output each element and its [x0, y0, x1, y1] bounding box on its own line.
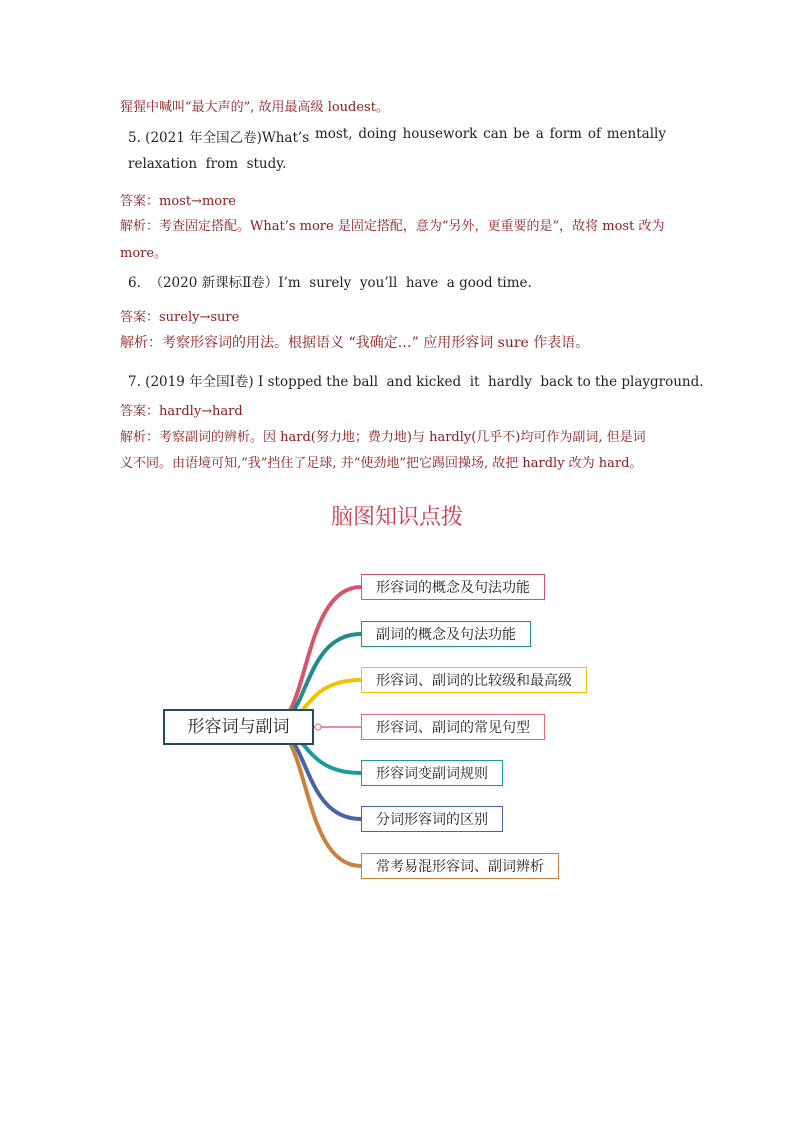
mindmap-title: 脑图知识点拨: [330, 505, 463, 530]
explanation-6: 解析：考察形容词的用法。根据语义 “我确定…” 应用形容词 sure 作表语。: [120, 335, 590, 351]
mindmap-branch-node: 形容词、副词的常见句型: [361, 714, 545, 740]
word: form: [549, 126, 582, 142]
word: be: [513, 126, 530, 142]
explanation-5-line-2: more。: [120, 246, 168, 261]
answer-5: 答案：most→more: [120, 194, 237, 209]
question-5-line-2: relaxation from study.: [128, 156, 287, 172]
explanation-line: 猩猩中喊叫“最大声的”, 故用最高级 loudest。: [120, 100, 389, 115]
connector-dot: [315, 724, 321, 730]
question-6: 6. （2020 新课标Ⅱ卷）I’m surely you’ll have a good time.: [128, 275, 532, 291]
mindmap-branch-node: 形容词、副词的比较级和最高级: [361, 667, 587, 693]
mindmap-branch-node: 分词形容词的区别: [361, 806, 503, 832]
word: most,: [314, 126, 353, 142]
word: doing: [358, 126, 397, 142]
mindmap-branch-node: 形容词变副词规则: [361, 760, 503, 786]
mindmap-root: 形容词与副词: [163, 709, 314, 745]
mindmap-branch-node: 形容词的概念及句法功能: [361, 574, 545, 600]
word: of: [587, 126, 601, 142]
word: a: [535, 126, 544, 142]
explanation-5-line-1: 解析：考查固定搭配。What’s more 是固定搭配，意为“另外，更重要的是”，故将 most 改为: [120, 219, 665, 234]
word: 5. (2021 年全国乙卷)What’s: [128, 130, 310, 146]
branch-connector: [270, 587, 361, 727]
question-7: 7. (2019 年全国Ⅰ卷) I stopped the ball and kicked it hardly back to the playground.: [128, 374, 704, 390]
answer-6: 答案：surely→sure: [120, 310, 240, 325]
answer-7: 答案：hardly→hard: [120, 404, 243, 419]
word: mentally: [606, 126, 666, 142]
mindmap-branch-node: 副词的概念及句法功能: [361, 621, 531, 647]
explanation-7-line-1: 解析：考察副词的辨析。因 hard(努力地；费力地)与 hardly(几乎不)均可作为副词, 但是词: [120, 430, 646, 445]
mindmap-branch-node: 常考易混形容词、副词辨析: [361, 853, 559, 879]
explanation-7-line-2: 义不同。由语境可知,“我”挡住了足球, 并“使劲地”把它踢回操场, 故把 hardly 改为 hard。: [120, 456, 643, 471]
branch-connector: [270, 727, 361, 866]
word: housework: [402, 126, 478, 142]
word: can: [483, 126, 508, 142]
